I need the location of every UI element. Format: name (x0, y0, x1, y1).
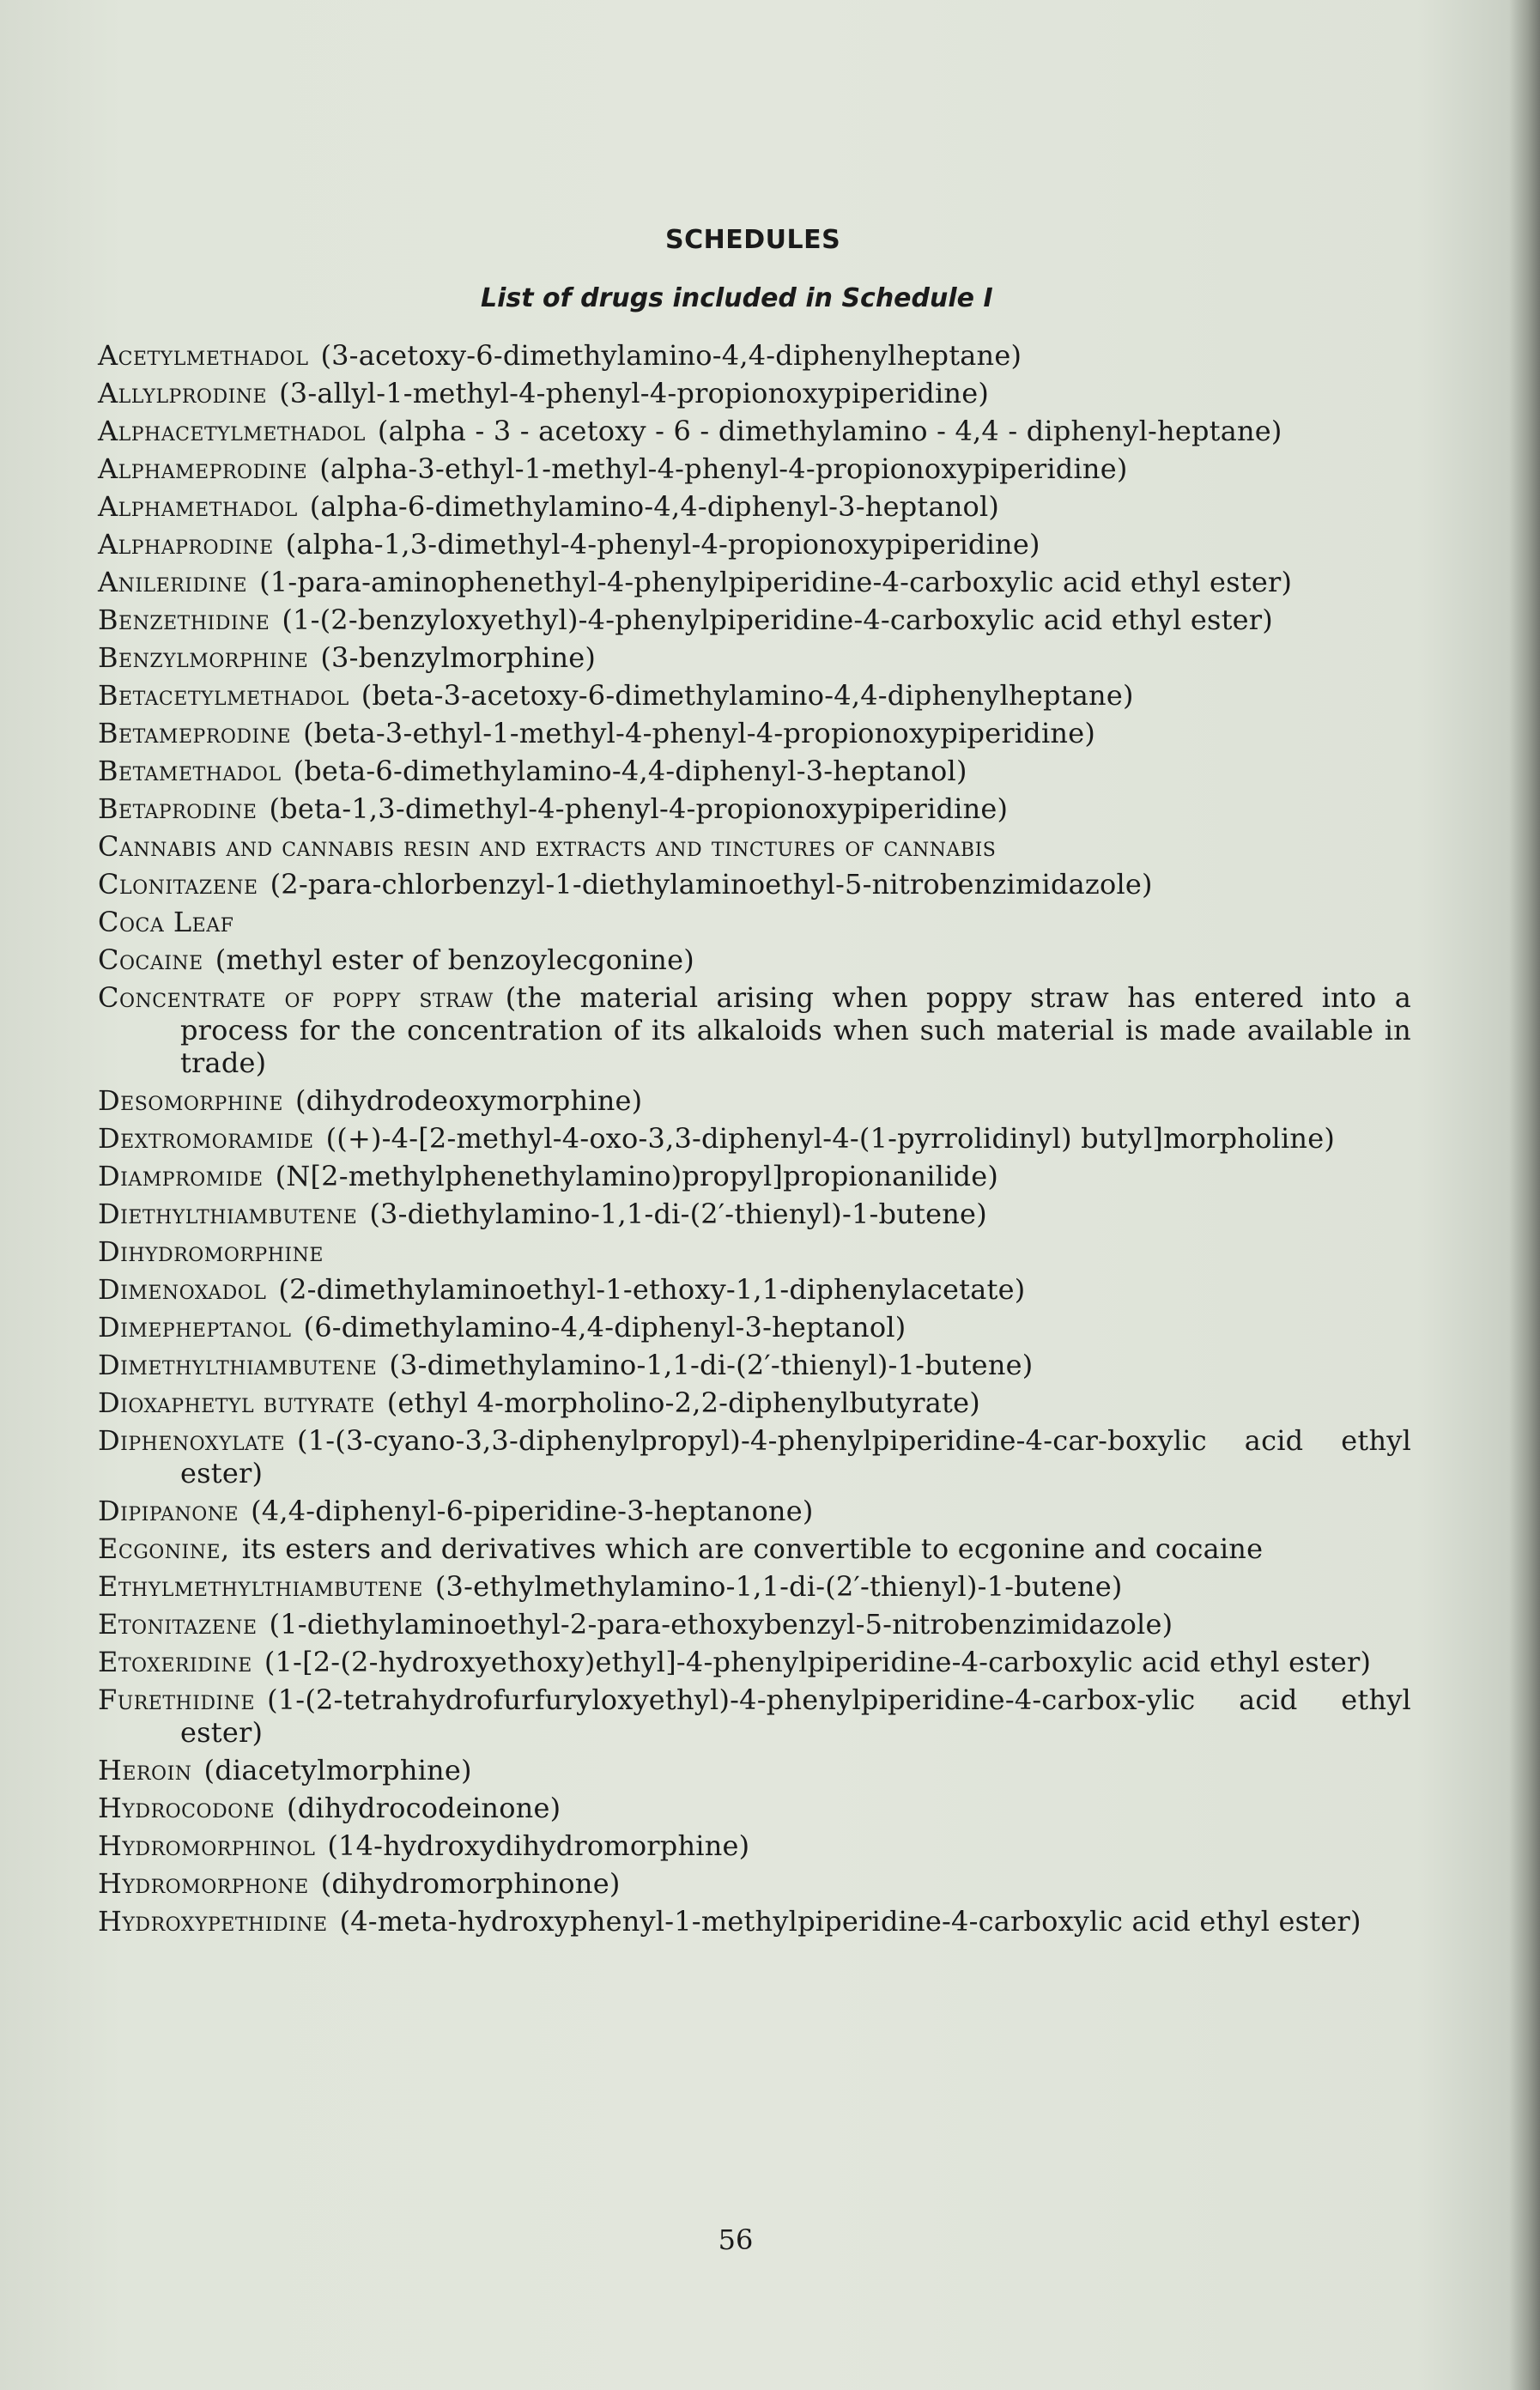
drug-entry (98, 604, 1411, 636)
drug-name: Betameprodine (98, 717, 292, 749)
drug-description: (diacetylmorphine) (203, 1754, 472, 1786)
drug-description: (1-[2-(2-hydroxyethoxy)ethyl]-4-phenylpiperidine-4-carboxylic acid ethyl ester) (264, 1646, 1372, 1678)
drug-description: (methyl ester of benzoylecgonine) (215, 943, 694, 976)
drug-description: (beta-3-ethyl-1-methyl-4-phenyl-4-propionoxypiperidine) (303, 717, 1096, 749)
drug-description: (alpha-3-ethyl-1-methyl-4-phenyl-4-propionoxypiperidine) (319, 452, 1128, 485)
drug-entry (98, 755, 1411, 787)
drug-entry (98, 1084, 1411, 1117)
drug-name: Dimenoxadol (98, 1273, 267, 1306)
drug-description: (3-benzylmorphine) (320, 641, 597, 674)
drug-name: Dimethylthiambutene (98, 1349, 378, 1381)
drug-entry (98, 1235, 1411, 1268)
drug-entry (98, 1646, 1411, 1678)
drug-entry (98, 981, 1411, 1079)
drug-name: Dimepheptanol (98, 1311, 292, 1344)
drug-entry (98, 1349, 1411, 1381)
drug-description: (3-acetoxy-6-dimethylamino-4,4-diphenylheptane) (320, 339, 1022, 372)
drug-name: Ethylmethylthiambutene (98, 1570, 423, 1603)
drug-description: (1-(3-cyano-3,3-diphenylpropyl)-4-phenylpiperidine-4-car-boxylic acid ethyl ester) (180, 1424, 1411, 1489)
drug-entry (98, 868, 1411, 901)
section-title: SCHEDULES (665, 225, 841, 255)
drug-entry (98, 943, 1411, 976)
drug-entry (98, 1424, 1411, 1489)
drug-list (98, 339, 1411, 1943)
drug-description: (3-diethylamino-1,1-di-(2′-thienyl)-1-butene) (369, 1198, 987, 1230)
drug-entry (98, 1754, 1411, 1786)
schedule-subtitle: List of drugs included in Schedule I (481, 283, 993, 313)
drug-name: Diampromide (98, 1160, 264, 1192)
drug-name: Ecgonine, (98, 1532, 230, 1565)
drug-description: (3-ethylmethylamino-1,1-di-(2′-thienyl)-1-butene) (434, 1570, 1123, 1603)
drug-name: Betaprodine (98, 792, 258, 825)
drug-name: Dipipanone (98, 1495, 239, 1527)
drug-description: (4-meta-hydroxyphenyl-1-methylpiperidine-4-carboxylic acid ethyl ester) (339, 1905, 1361, 1938)
drug-entry (98, 566, 1411, 598)
drug-description: (2-para-chlorbenzyl-1-diethylaminoethyl-5-nitrobenzimidazole) (270, 868, 1153, 901)
drug-name: Benzylmorphine (98, 641, 309, 674)
drug-entry (98, 490, 1411, 523)
drug-name: Betamethadol (98, 755, 282, 787)
drug-description: (1-para-aminophenethyl-4-phenylpiperidine-4-carboxylic acid ethyl ester) (259, 566, 1293, 598)
drug-entry (98, 1311, 1411, 1344)
drug-entry (98, 1829, 1411, 1862)
drug-entry (98, 1905, 1411, 1938)
drug-description: (dihydrodeoxymorphine) (294, 1084, 643, 1117)
drug-description: (1-(2-tetrahydrofurfuryloxyethyl)-4-phenylpiperidine-4-carbox-ylic acid ethyl ester) (180, 1683, 1411, 1749)
drug-description: (6-dimethylamino-4,4-diphenyl-3-heptanol) (303, 1311, 906, 1344)
drug-description: (4,4-diphenyl-6-piperidine-3-heptanone) (251, 1495, 814, 1527)
drug-description: (dihydrocodeinone) (287, 1792, 561, 1824)
drug-description: (N[2-methylphenethylamino)propyl]propionanilide) (275, 1160, 999, 1192)
drug-name: Clonitazene (98, 868, 258, 901)
drug-entry (98, 792, 1411, 825)
drug-name: Dextromoramide (98, 1122, 314, 1155)
drug-name: Betacetylmethadol (98, 679, 349, 712)
drug-entry (98, 452, 1411, 485)
drug-description: (beta-1,3-dimethyl-4-phenyl-4-propionoxypiperidine) (269, 792, 1009, 825)
drug-name: Alphamethadol (98, 490, 298, 523)
drug-entry (98, 1160, 1411, 1192)
drug-description: (beta-6-dimethylamino-4,4-diphenyl-3-heptanol) (293, 755, 967, 787)
drug-description: (14-hydroxydihydromorphine) (327, 1829, 750, 1862)
drug-entry (98, 679, 1411, 712)
drug-name: Benzethidine (98, 604, 270, 636)
drug-description: (1-diethylaminoethyl-2-para-ethoxybenzyl-5-nitrobenzimidazole) (269, 1608, 1173, 1641)
drug-entry (98, 1608, 1411, 1641)
drug-name: Furethidine (98, 1683, 256, 1716)
drug-name: Anileridine (98, 566, 248, 598)
drug-description: (3-allyl-1-methyl-4-phenyl-4-propionoxypiperidine) (279, 377, 990, 409)
drug-description: its esters and derivatives which are convertible to ecgonine and cocaine (241, 1532, 1264, 1565)
drug-name: Allylprodine (98, 377, 268, 409)
drug-name: Concentrate of poppy straw (98, 981, 494, 1014)
drug-name: Dioxaphetyl butyrate (98, 1386, 375, 1419)
drug-entry (98, 830, 1411, 863)
drug-description: (beta-3-acetoxy-6-dimethylamino-4,4-diphenylheptane) (361, 679, 1134, 712)
drug-name: Cannabis and cannabis resin and extracts and tinctures of cannabis (98, 830, 997, 863)
drug-entry (98, 528, 1411, 561)
drug-description: (the material arising when poppy straw has entered into a process for the concentration of its alkaloids when such material is made available in trade) (180, 981, 1411, 1079)
drug-entry (98, 1122, 1411, 1155)
drug-description: ((+)-4-[2-methyl-4-oxo-3,3-diphenyl-4-(1-pyrrolidinyl) butyl]morpholine) (325, 1122, 1336, 1155)
drug-entry (98, 1683, 1411, 1749)
drug-name: Alphaprodine (98, 528, 274, 561)
drug-entry (98, 1570, 1411, 1603)
drug-name: Hydromorphinol (98, 1829, 316, 1862)
drug-name: Hydromorphone (98, 1867, 309, 1900)
drug-description: (3-dimethylamino-1,1-di-(2′-thienyl)-1-butene) (389, 1349, 1034, 1381)
drug-entry (98, 415, 1411, 447)
drug-entry (98, 1867, 1411, 1900)
drug-entry (98, 717, 1411, 749)
drug-entry (98, 1792, 1411, 1824)
drug-name: Etonitazene (98, 1608, 258, 1641)
drug-entry (98, 1386, 1411, 1419)
drug-name: Diethylthiambutene (98, 1198, 358, 1230)
drug-name: Hydroxypethidine (98, 1905, 328, 1938)
drug-description: (dihydromorphinone) (320, 1867, 621, 1900)
spine-shadow (1509, 0, 1540, 2390)
drug-description: (alpha-1,3-dimethyl-4-phenyl-4-propionoxypiperidine) (285, 528, 1040, 561)
drug-entry (98, 1198, 1411, 1230)
drug-name: Desomorphine (98, 1084, 283, 1117)
drug-entry (98, 641, 1411, 674)
drug-description: (alpha - 3 - acetoxy - 6 - dimethylamino - 4,4 - diphenyl-heptane) (377, 415, 1282, 447)
drug-name: Coca Leaf (98, 906, 234, 938)
page-number: 56 (718, 2223, 754, 2256)
drug-entry (98, 1532, 1411, 1565)
drug-entry (98, 1495, 1411, 1527)
drug-description: (ethyl 4-morpholino-2,2-diphenylbutyrate) (386, 1386, 980, 1419)
drug-name: Hydrocodone (98, 1792, 276, 1824)
drug-description: (1-(2-benzyloxyethyl)-4-phenylpiperidine-4-carboxylic acid ethyl ester) (282, 604, 1273, 636)
drug-entry (98, 377, 1411, 409)
drug-entry (98, 906, 1411, 938)
drug-name: Alphameprodine (98, 452, 308, 485)
drug-name: Etoxeridine (98, 1646, 252, 1678)
drug-name: Dihydromorphine (98, 1235, 324, 1268)
drug-description: (alpha-6-dimethylamino-4,4-diphenyl-3-heptanol) (309, 490, 1000, 523)
drug-name: Cocaine (98, 943, 203, 976)
drug-description: (2-dimethylaminoethyl-1-ethoxy-1,1-diphenylacetate) (278, 1273, 1026, 1306)
drug-name: Acetylmethadol (98, 339, 309, 372)
drug-entry (98, 339, 1411, 372)
drug-name: Heroin (98, 1754, 192, 1786)
drug-name: Diphenoxylate (98, 1424, 286, 1457)
drug-name: Alphacetylmethadol (98, 415, 366, 447)
drug-entry (98, 1273, 1411, 1306)
